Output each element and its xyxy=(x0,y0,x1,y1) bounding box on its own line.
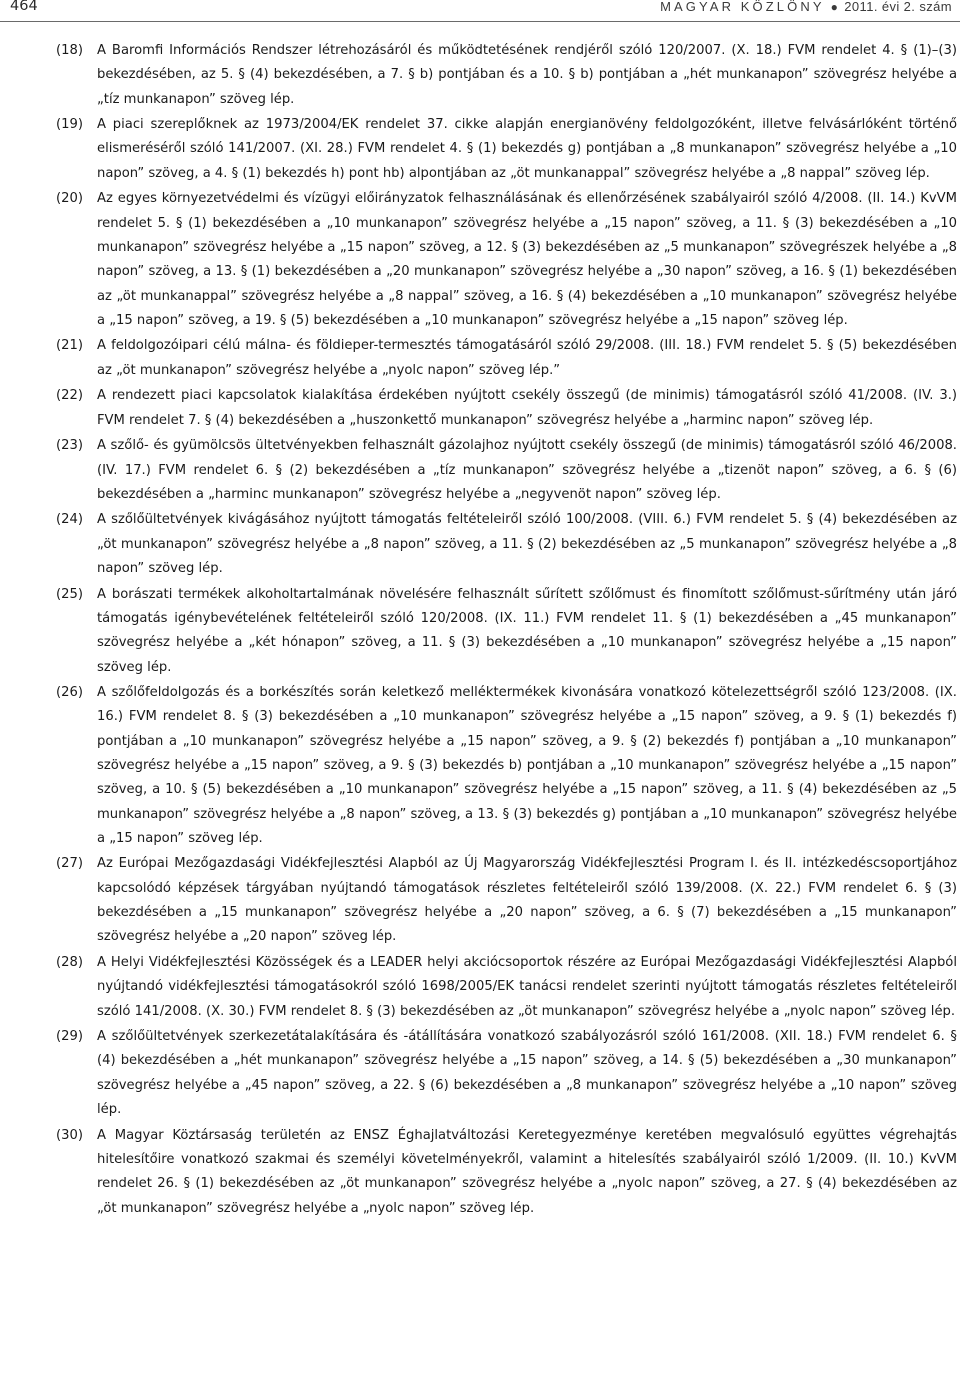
item-number: (27) xyxy=(56,856,83,872)
item-number: (30) xyxy=(56,1127,83,1143)
header-rule xyxy=(0,21,960,22)
item-number: (19) xyxy=(56,117,83,133)
item-text: Az Európai Mezőgazdasági Vidékfejlesztési Alapból az Új Magyarország Vidékfejlesztési Program I. és II. intézkedéscsoportjához kapcsolódó képzések tárgyában nyújtandó támogatások részletes feltételeiről szóló 139/2008. (X. 22.) FVM rendelet 6. § (3) bekezdésében a „15 munkanapon” szövegrész helyébe a „20 napon” szöveg, a 6. § (7) bekezdésében a „15 munkanapon” szövegrész helyébe a „20 napon” szöveg lép. xyxy=(97,856,957,945)
item-text: Az egyes környezetvédelmi és vízügyi előirányzatok felhasználásának és ellenőrzésének szabályairól szóló 4/2008. (II. 14.) KvVM rendelet 5. § (1) bekezdésében a „10 munkanapon” szövegrész helyébe a „15 napon” szöveg, a 11. § (3) bekezdésében a „10 munkanapon” szövegrész helyébe a „15 napon” szöveg, a 12. § (3) bekezdésében az „5 munkanapon” szövegrészek helyébe a „8 napon” szöveg, a 13. § (1) bekezdésében a „20 munkanapon” szövegrész helyébe a „30 napon” szöveg, a 16. § (1) bekezdésében az „öt munkanappal” szövegrész helyébe a „8 nappal” szöveg, a 16. § (4) bekezdésében a „10 munkanapon” szövegrész helyébe a „15 napon” szöveg, a 19. § (5) bekezdésében a „10 munkanapon” szövegrész helyébe a „15 napon” szöveg lép. xyxy=(97,191,957,328)
item-text: A Baromfi Információs Rendszer létrehozásáról és működtetésének rendjéről szóló 120/2007. (X. 18.) FVM rendelet 4. § (1)–(3) bekezdésében, az 5. § (4) bekezdésében, a 7. § b) pontjában és a 10. § b) pontjában a „hét munkanapon” szövegrész helyébe a „tíz munkanapon” szöveg lép. xyxy=(97,43,957,107)
item-text: A szőlőültetvények kivágásához nyújtott támogatás feltételeiről szóló 100/2008. (VIII. 6.) FVM rendelet 5. § (4) bekezdésében az „öt munkanapon” szövegrész helyébe a „8 napon” szöveg, a 11. § (2) bekezdésében az „5 munkanapon” szövegrész helyébe a „8 napon” szöveg lép. xyxy=(97,512,957,577)
list-item xyxy=(0,681,960,851)
running-head xyxy=(660,0,952,14)
page-header xyxy=(0,0,960,22)
list-item xyxy=(0,187,960,333)
item-text: A Magyar Köztársaság területén az ENSZ Éghajlatváltozási Keretegyezménye keretében megvalósuló együttes végrehajtás hitelesítőire vonatkozó szakmai és személyi követelményekről, valamint a hitelesítés szabályairól szóló 1/2009. (II. 10.) KvVM rendelet 26. § (1) bekezdésében az „öt munkanapon” szövegrész helyébe a „nyolc napon” szöveg, a 27. § (4) bekezdésében az „öt munkanapon” szövegrész helyébe a „nyolc napon” szöveg lép. xyxy=(97,1127,957,1216)
page-number: 464 xyxy=(10,0,38,14)
item-number: (22) xyxy=(56,388,83,404)
item-number: (24) xyxy=(56,512,83,528)
item-text: A rendezett piaci kapcsolatok kialakítása érdekében nyújtott csekély összegű (de minimis) támogatásról szóló 41/2008. (IV. 3.) FVM rendelet 7. § (4) bekezdésében a „huszonkettő munkanapon” szövegrész helyébe a „harminc napon” szöveg lép. xyxy=(97,388,957,428)
item-number: (23) xyxy=(56,438,83,454)
list-item xyxy=(0,508,960,581)
item-number: (29) xyxy=(56,1029,83,1045)
item-text: A Helyi Vidékfejlesztési Közösségek és a LEADER helyi akciócsoportok részére az Európai Mezőgazdasági Vidékfejlesztési Alapból nyújtandó vidékfejlesztési támogatásokról szóló 1698/2005/EK tanácsi rendelet szerinti nyújtott támogatás részletes feltételeiről szóló 141/2008. (X. 30.) FVM rendelet 8. § (3) bekezdésében az „öt munkanapon” szövegrész helyébe a „nyolc napon” szöveg lép. xyxy=(97,954,957,1019)
item-number: (25) xyxy=(56,586,83,602)
journal-title: MAGYAR KÖZLÖNY xyxy=(660,0,825,14)
list-item xyxy=(0,334,960,383)
list-item xyxy=(0,1025,960,1122)
list-item xyxy=(0,583,960,680)
list-item xyxy=(0,1124,960,1221)
list-item xyxy=(0,113,960,186)
item-text: A szőlő- és gyümölcsös ültetvényekben felhasznált gázolajhoz nyújtott csekély összegű (de minimis) támogatásról szóló 46/2008. (IV. 17.) FVM rendelet 6. § (2) bekezdésében a „tíz munkanapon” szövegrész helyébe a „tizenöt napon” szöveg, a 6. § (6) bekezdésében a „harminc munkanapon” szövegrész helyébe a „negyvenöt napon” szöveg lép. xyxy=(97,438,957,502)
list-item xyxy=(0,434,960,507)
item-text: A szőlőfeldolgozás és a borkészítés során keletkező melléktermékek kivonására vonatkozó kötelezettségről szóló 123/2008. (IX. 16.) FVM rendelet 8. § (3) bekezdésében a „10 munkanapon” szövegrész helyébe a „15 napon” szöveg, a 9. § (1) bekezdés f) pontjában a „10 munkanapon” szövegrész helyébe a „15 napon” szöveg, a 9. § (2) bekezdés f) pontjában a „10 munkanapon” szövegrész helyébe a „15 napon” szöveg, a 9. § (3) bekezdés b) pontjában a „10 munkanapon” szövegrész helyébe a „15 napon” szöveg, a 10. § (5) bekezdésében a „10 munkanapon” szövegrész helyébe a „15 napon” szöveg, a 11. § (4) bekezdésében az „5 munkanapon” szövegrész helyébe a „8 napon” szöveg, a 13. § (3) bekezdés g) pontjában a „10 munkanapon” szövegrész helyébe a „15 napon” szöveg lép. xyxy=(97,685,957,846)
item-text: A piaci szereplőknek az 1973/2004/EK rendelet 37. cikke alapján energianövény feldolgozóként, illetve felvásárlóként történő elismeréséről szóló 141/2007. (XI. 28.) FVM rendelet 4. § (1) bekezdés g) pontjában a „8 munkanapon” szövegrész helyébe a „10 napon” szöveg, a 4. § (1) bekezdés h) pont hb) alpontjában az „öt munkanappal” szövegrész helyébe a „8 nappal” szöveg lép. xyxy=(97,117,957,181)
item-number: (18) xyxy=(56,43,83,58)
item-number: (28) xyxy=(56,954,83,970)
item-number: (21) xyxy=(56,338,83,354)
item-number: (20) xyxy=(56,191,83,207)
amendment-list xyxy=(0,39,960,1222)
list-item xyxy=(0,951,960,1024)
item-text: A borászati termékek alkoholtartalmának növelésére felhasznált sűrített szőlőmust és finomított szőlőmust-sűrítmény után járó támogatás igénybevételének feltételeiről szóló 120/2008. (IX. 11.) FVM rendelet 11. § (1) bekezdésében a „45 munkanapon” szövegrész helyébe a „két hónapon” szöveg, a 11. § (3) bekezdésében a „10 munkanapon” szövegrész helyébe a „15 napon” szöveg lép. xyxy=(97,586,957,675)
list-item xyxy=(0,852,960,949)
item-text: A szőlőültetvények szerkezetátalakítására és -átállítására vonatkozó szabályozásról szóló 161/2008. (XII. 18.) FVM rendelet 6. § (4) bekezdésében a „hét munkanapon” szövegrész helyébe a „15 napon” szöveg, a 14. § (5) bekezdésében a „30 munkanapon” szövegrész helyébe a „45 napon” szöveg, a 22. § (6) bekezdésében a „8 munkanapon” szövegrész helyébe a „10 napon” szöveg lép. xyxy=(97,1029,957,1118)
list-item xyxy=(0,384,960,433)
issue-label: 2011. évi 2. szám xyxy=(844,0,952,14)
bullet-separator: ● xyxy=(830,0,839,14)
list-item xyxy=(0,39,960,112)
item-number: (26) xyxy=(56,685,83,701)
item-text: A feldolgozóipari célú málna- és földieper-termesztés támogatásáról szóló 29/2008. (III. 18.) FVM rendelet 5. § (5) bekezdésében az „öt munkanapon” szövegrész helyébe a „nyolc napon” szöveg lép.” xyxy=(97,338,957,378)
